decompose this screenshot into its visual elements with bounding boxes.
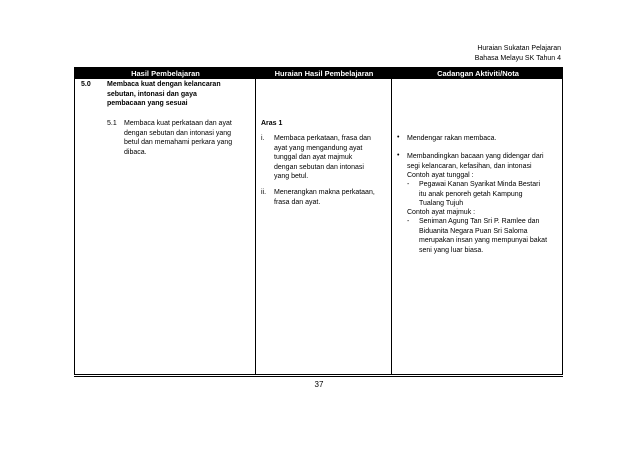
header-huraian: Huraian Hasil Pembelajaran xyxy=(274,69,374,78)
section-title: Membaca kuat dengan kelancaran sebutan, intonasi dan gaya pembacaan yang sesuai xyxy=(107,81,221,107)
compound-sentence-example: Seniman Agung Tan Sri P. Ramlee dan Biduanita Negara Puan Sri Saloma merupakan insan yang mempunyai bakat seni yang luar biasa. xyxy=(419,218,548,254)
item-number-2: ii. xyxy=(261,189,267,196)
item-text-2: Menerangkan makna perkataan, frasa dan ayat. xyxy=(274,189,375,206)
column-divider-2 xyxy=(391,68,392,374)
level-title: Aras 1 xyxy=(261,120,283,127)
header-hasil-pembelajaran: Hasil Pembelajaran xyxy=(131,69,200,78)
activity-1: Mendengar rakan membaca. xyxy=(407,135,497,142)
sub-outcome: Membaca kuat perkataan dan ayat dengan sebutan dan intonasi yang betul dan memahami perkara yang dibaca. xyxy=(124,120,233,156)
compound-label: Contoh ayat majmuk : xyxy=(407,209,476,216)
bullet-icon: • xyxy=(397,152,400,159)
column-divider-1 xyxy=(255,68,256,374)
document-header xyxy=(475,44,561,64)
section-number: 5.0 xyxy=(81,81,91,88)
footer-divider xyxy=(74,376,563,377)
page-number: 37 xyxy=(314,380,324,389)
dash-icon: - xyxy=(407,181,410,188)
bullet-icon: • xyxy=(397,134,400,141)
item-text-1: Membaca perkataan, frasa dan ayat yang mengandung ayat tunggal dan ayat majmuk dengan sebutan dan intonasi yang betul. xyxy=(274,135,371,180)
sub-number: 5.1 xyxy=(107,120,117,127)
header-cadangan: Cadangan Aktiviti/Nota xyxy=(437,69,519,78)
single-sentence-example: Pegawai Kanan Syarikat Minda Bestari itu anak penoreh getah Kampung Tualang Tujuh xyxy=(419,181,541,207)
dash-icon: - xyxy=(407,218,410,225)
header-line-1: Huraian Sukatan Pelajaran xyxy=(477,45,561,52)
table-header-row xyxy=(75,68,562,79)
syllabus-table xyxy=(74,67,563,375)
activity-2: Membandingkan bacaan yang didengar dari segi kelancaran, kefasihan, dan intonasi Contoh ayat tunggal : xyxy=(407,153,544,179)
item-number-1: i. xyxy=(261,135,265,142)
header-line-2: Bahasa Melayu SK Tahun 4 xyxy=(474,55,561,62)
